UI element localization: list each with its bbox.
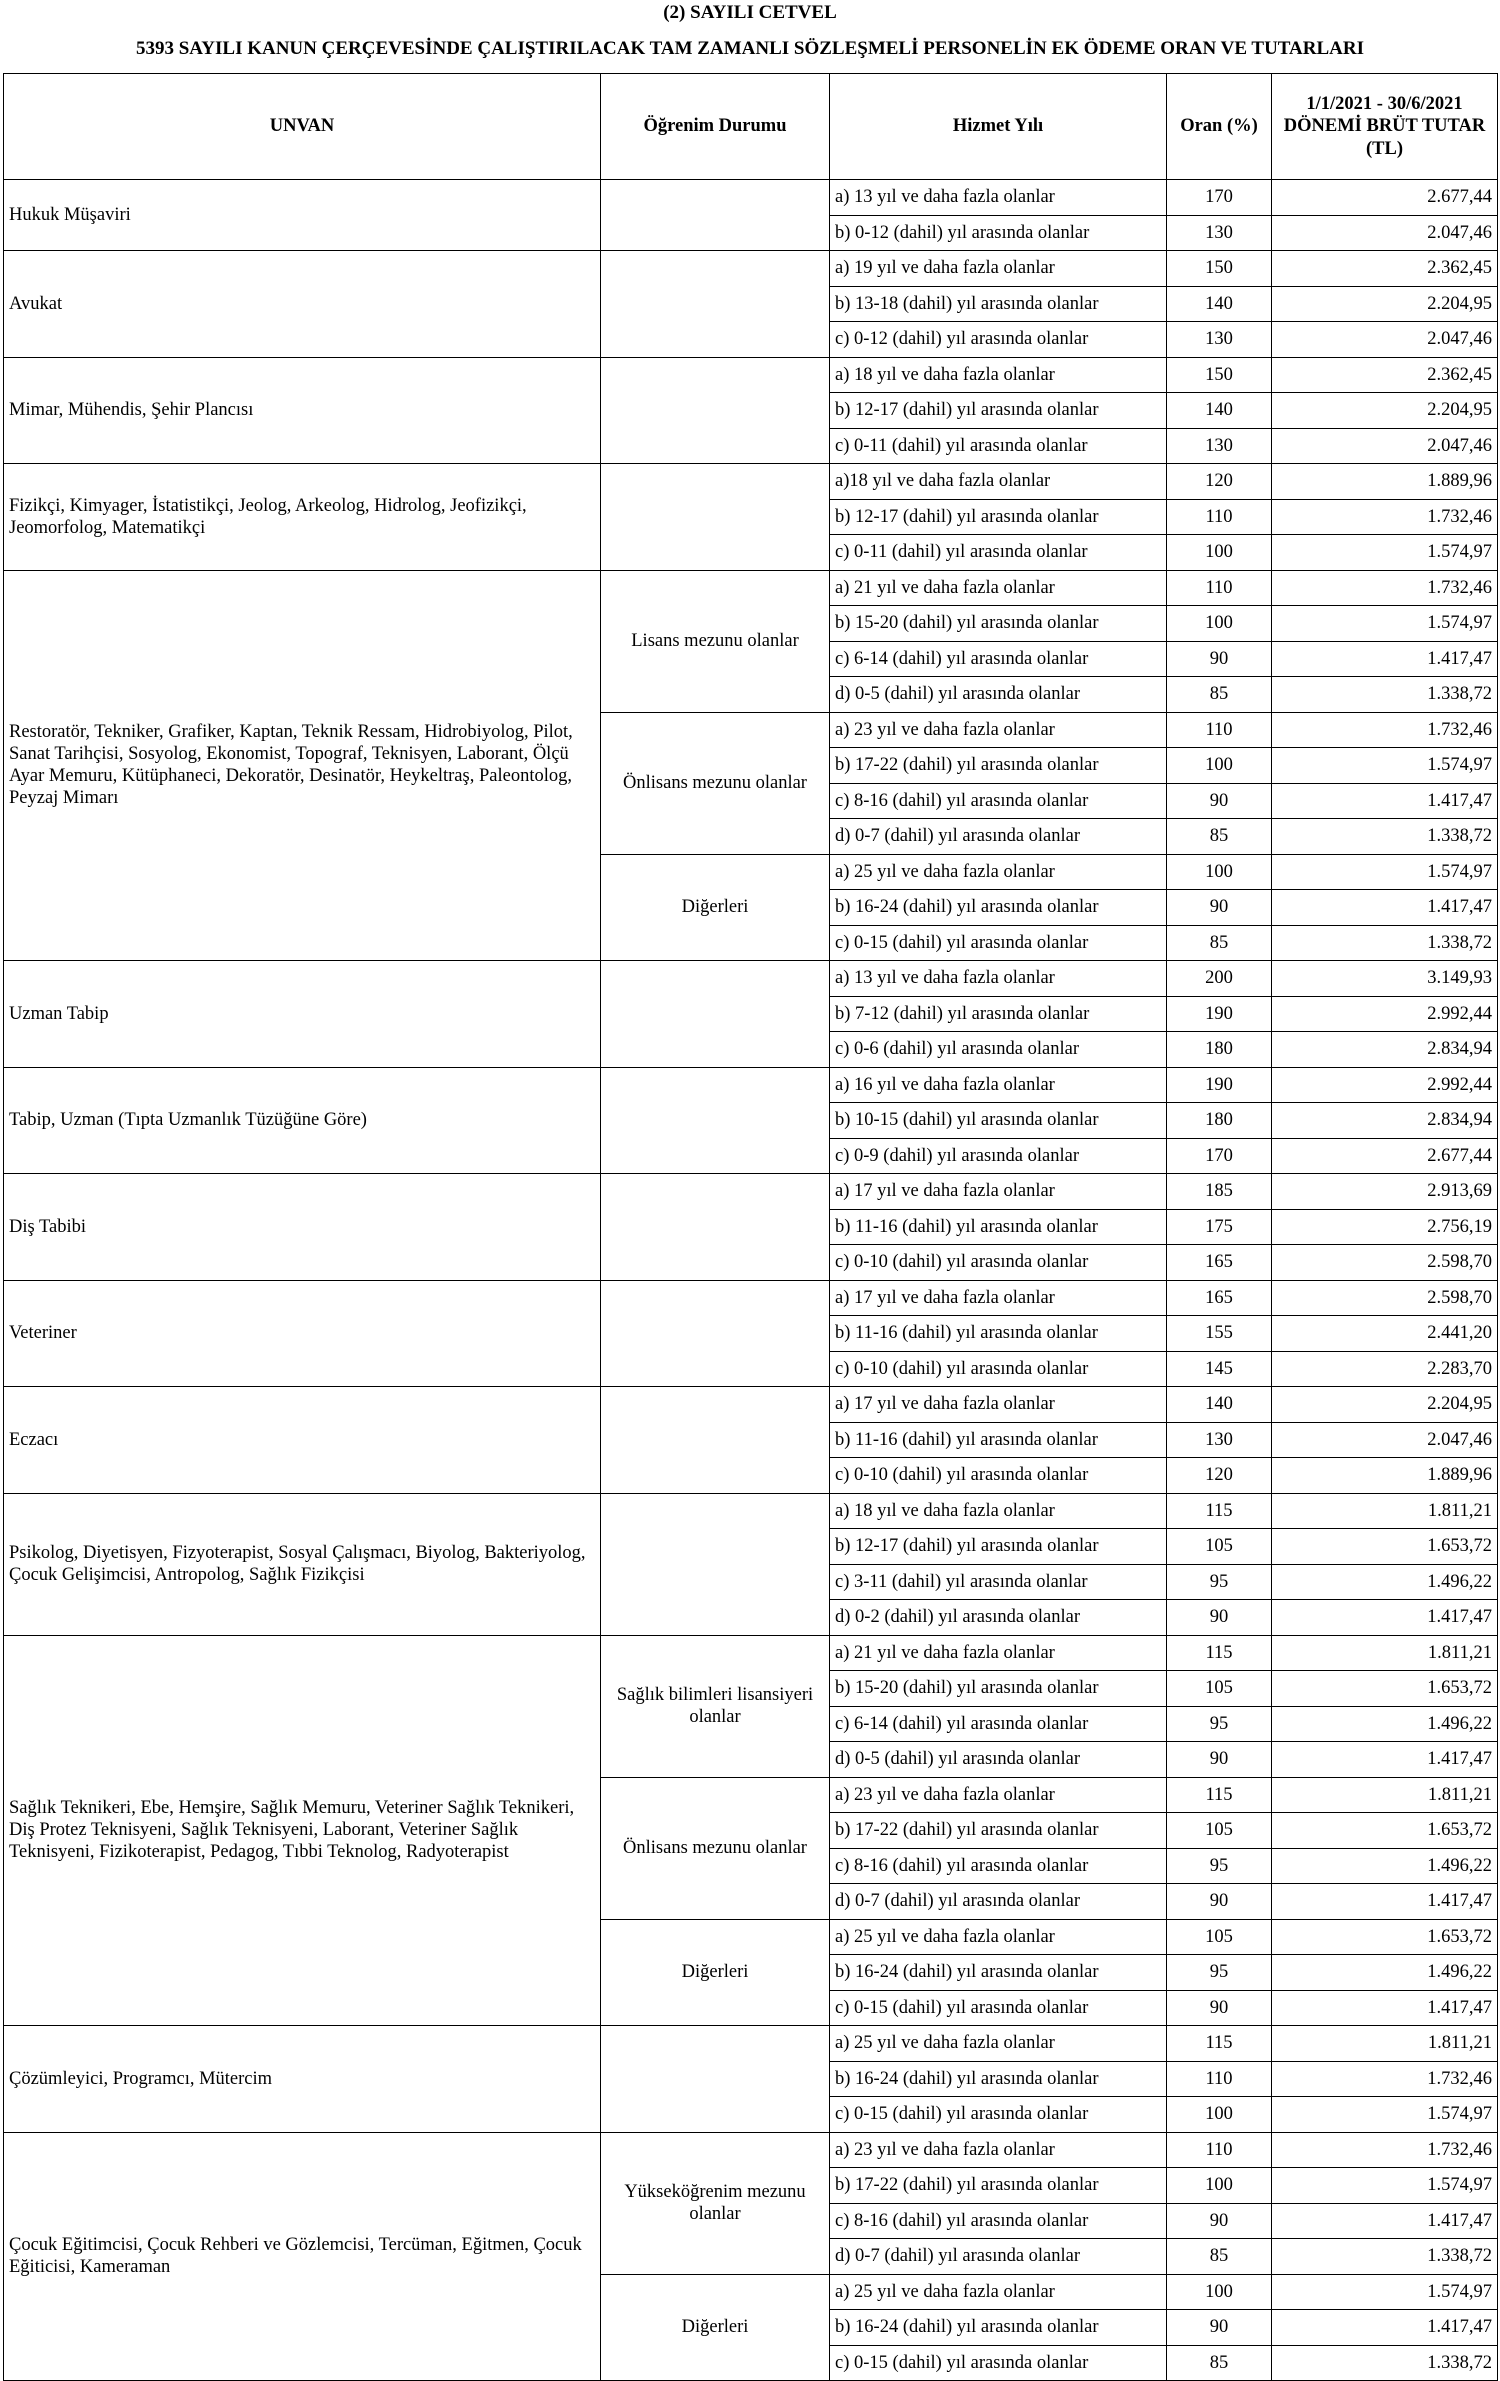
tutar-cell: 2.677,44	[1272, 1138, 1498, 1174]
oran-cell: 130	[1167, 322, 1272, 358]
oran-cell: 115	[1167, 1635, 1272, 1671]
hizmet-yili-cell: b) 10-15 (dahil) yıl arasında olanlar	[830, 1103, 1167, 1139]
ogrenim-durumu-cell: Diğerleri	[601, 854, 830, 961]
oran-cell: 100	[1167, 2274, 1272, 2310]
hizmet-yili-cell: c) 0-10 (dahil) yıl arasında olanlar	[830, 1351, 1167, 1387]
tutar-cell: 1.811,21	[1272, 2026, 1498, 2062]
hizmet-yili-cell: b) 15-20 (dahil) yıl arasında olanlar	[830, 1671, 1167, 1707]
ogrenim-durumu-cell: Lisans mezunu olanlar	[601, 570, 830, 712]
unvan-cell: Sağlık Teknikeri, Ebe, Hemşire, Sağlık Memuru, Veteriner Sağlık Teknikeri, Diş Protez Teknisyeni, Sağlık Teknisyeni, Laborant, Veteriner Sağlık Teknisyeni, Fizikoterapist, Pedagog, Tıbbi Teknolog, Radyoterapist	[4, 1635, 601, 2026]
oran-cell: 110	[1167, 2132, 1272, 2168]
tutar-cell: 1.653,72	[1272, 1813, 1498, 1849]
table-row	[4, 2132, 1498, 2168]
hizmet-yili-cell: a) 17 yıl ve daha fazla olanlar	[830, 1174, 1167, 1210]
tutar-cell: 2.992,44	[1272, 1067, 1498, 1103]
oran-cell: 100	[1167, 854, 1272, 890]
tutar-cell: 1.732,46	[1272, 570, 1498, 606]
table-row	[4, 1280, 1498, 1316]
oran-cell: 170	[1167, 1138, 1272, 1174]
tutar-cell: 2.204,95	[1272, 286, 1498, 322]
tutar-cell: 1.417,47	[1272, 2203, 1498, 2239]
tutar-cell: 1.732,46	[1272, 499, 1498, 535]
hizmet-yili-cell: d) 0-2 (dahil) yıl arasında olanlar	[830, 1600, 1167, 1636]
hizmet-yili-cell: a) 21 yıl ve daha fazla olanlar	[830, 1635, 1167, 1671]
tutar-cell: 2.047,46	[1272, 215, 1498, 251]
tutar-cell: 2.598,70	[1272, 1280, 1498, 1316]
ogrenim-durumu-cell	[601, 2026, 830, 2133]
hizmet-yili-cell: b) 15-20 (dahil) yıl arasında olanlar	[830, 606, 1167, 642]
hizmet-yili-cell: b) 16-24 (dahil) yıl arasında olanlar	[830, 890, 1167, 926]
unvan-cell: Hukuk Müşaviri	[4, 180, 601, 251]
ogrenim-durumu-cell: Diğerleri	[601, 1919, 830, 2026]
oran-cell: 115	[1167, 1493, 1272, 1529]
oran-cell: 120	[1167, 1458, 1272, 1494]
ogrenim-durumu-cell	[601, 1280, 830, 1387]
hizmet-yili-cell: c) 0-15 (dahil) yıl arasında olanlar	[830, 2097, 1167, 2133]
hizmet-yili-cell: d) 0-7 (dahil) yıl arasında olanlar	[830, 819, 1167, 855]
oran-cell: 110	[1167, 499, 1272, 535]
tutar-cell: 2.913,69	[1272, 1174, 1498, 1210]
hizmet-yili-cell: c) 0-15 (dahil) yıl arasında olanlar	[830, 2345, 1167, 2381]
oran-cell: 90	[1167, 890, 1272, 926]
tutar-cell: 1.338,72	[1272, 2239, 1498, 2275]
tutar-cell: 1.574,97	[1272, 2168, 1498, 2204]
tutar-cell: 1.496,22	[1272, 1955, 1498, 1991]
oran-cell: 90	[1167, 1600, 1272, 1636]
hizmet-yili-cell: c) 0-15 (dahil) yıl arasında olanlar	[830, 1990, 1167, 2026]
hizmet-yili-cell: a) 18 yıl ve daha fazla olanlar	[830, 357, 1167, 393]
hizmet-yili-cell: b) 17-22 (dahil) yıl arasında olanlar	[830, 1813, 1167, 1849]
hizmet-yili-cell: d) 0-7 (dahil) yıl arasında olanlar	[830, 1884, 1167, 1920]
table-row	[4, 1387, 1498, 1423]
hizmet-yili-cell: d) 0-7 (dahil) yıl arasında olanlar	[830, 2239, 1167, 2275]
oran-cell: 155	[1167, 1316, 1272, 1352]
tutar-cell: 1.417,47	[1272, 1600, 1498, 1636]
tutar-cell: 2.283,70	[1272, 1351, 1498, 1387]
tutar-cell: 2.834,94	[1272, 1103, 1498, 1139]
table-row	[4, 251, 1498, 287]
header-hizmet-yili: Hizmet Yılı	[830, 74, 1167, 180]
ogrenim-durumu-cell: Yükseköğrenim mezunu olanlar	[601, 2132, 830, 2274]
tutar-cell: 1.496,22	[1272, 1564, 1498, 1600]
unvan-cell: Eczacı	[4, 1387, 601, 1494]
tutar-cell: 1.417,47	[1272, 890, 1498, 926]
hizmet-yili-cell: b) 12-17 (dahil) yıl arasında olanlar	[830, 1529, 1167, 1565]
table-row	[4, 2026, 1498, 2062]
hizmet-yili-cell: c) 0-11 (dahil) yıl arasında olanlar	[830, 428, 1167, 464]
hizmet-yili-cell: b) 11-16 (dahil) yıl arasında olanlar	[830, 1209, 1167, 1245]
ogrenim-durumu-cell	[601, 357, 830, 464]
hizmet-yili-cell: b) 16-24 (dahil) yıl arasında olanlar	[830, 2061, 1167, 2097]
hizmet-yili-cell: b) 16-24 (dahil) yıl arasında olanlar	[830, 2310, 1167, 2346]
hizmet-yili-cell: b) 17-22 (dahil) yıl arasında olanlar	[830, 748, 1167, 784]
oran-cell: 100	[1167, 748, 1272, 784]
unvan-cell: Avukat	[4, 251, 601, 358]
document-subtitle: 5393 SAYILI KANUN ÇERÇEVESİNDE ÇALIŞTIRILACAK TAM ZAMANLI SÖZLEŞMELİ PERSONELİN EK ÖDEME ORAN VE TUTARLARI	[135, 38, 1365, 59]
tutar-cell: 1.811,21	[1272, 1635, 1498, 1671]
hizmet-yili-cell: c) 0-9 (dahil) yıl arasında olanlar	[830, 1138, 1167, 1174]
tutar-cell: 2.047,46	[1272, 1422, 1498, 1458]
oran-cell: 140	[1167, 393, 1272, 429]
tutar-cell: 1.811,21	[1272, 1777, 1498, 1813]
oran-cell: 90	[1167, 1742, 1272, 1778]
unvan-cell: Diş Tabibi	[4, 1174, 601, 1281]
unvan-cell: Fizikçi, Kimyager, İstatistikçi, Jeolog, Arkeolog, Hidrolog, Jeofizikçi, Jeomorfolog, Matematikçi	[4, 464, 601, 571]
table-row	[4, 464, 1498, 500]
oran-cell: 190	[1167, 1067, 1272, 1103]
ogrenim-durumu-cell	[601, 1387, 830, 1494]
tutar-cell: 2.441,20	[1272, 1316, 1498, 1352]
tutar-cell: 2.362,45	[1272, 357, 1498, 393]
oran-cell: 85	[1167, 677, 1272, 713]
hizmet-yili-cell: c) 8-16 (dahil) yıl arasında olanlar	[830, 783, 1167, 819]
tutar-cell: 1.417,47	[1272, 1990, 1498, 2026]
oran-cell: 90	[1167, 783, 1272, 819]
tutar-cell: 1.811,21	[1272, 1493, 1498, 1529]
ogrenim-durumu-cell	[601, 464, 830, 571]
oran-cell: 95	[1167, 1564, 1272, 1600]
oran-cell: 190	[1167, 996, 1272, 1032]
tutar-cell: 1.574,97	[1272, 854, 1498, 890]
hizmet-yili-cell: c) 6-14 (dahil) yıl arasında olanlar	[830, 1706, 1167, 1742]
tutar-cell: 1.417,47	[1272, 1884, 1498, 1920]
oran-cell: 175	[1167, 1209, 1272, 1245]
hizmet-yili-cell: c) 0-11 (dahil) yıl arasında olanlar	[830, 535, 1167, 571]
hizmet-yili-cell: a) 17 yıl ve daha fazla olanlar	[830, 1280, 1167, 1316]
hizmet-yili-cell: a) 25 yıl ve daha fazla olanlar	[830, 854, 1167, 890]
tutar-cell: 2.677,44	[1272, 180, 1498, 216]
header-brut-tutar: 1/1/2021 - 30/6/2021 DÖNEMİ BRÜT TUTAR (TL)	[1272, 74, 1498, 180]
oran-cell: 90	[1167, 2203, 1272, 2239]
unvan-cell: Çözümleyici, Programcı, Mütercim	[4, 2026, 601, 2133]
ogrenim-durumu-cell: Önlisans mezunu olanlar	[601, 712, 830, 854]
tutar-cell: 2.362,45	[1272, 251, 1498, 287]
hizmet-yili-cell: a) 25 yıl ve daha fazla olanlar	[830, 2026, 1167, 2062]
unvan-cell: Uzman Tabip	[4, 961, 601, 1068]
hizmet-yili-cell: a) 21 yıl ve daha fazla olanlar	[830, 570, 1167, 606]
header-ogrenim-durumu: Öğrenim Durumu	[601, 74, 830, 180]
oran-cell: 85	[1167, 2239, 1272, 2275]
tutar-cell: 2.834,94	[1272, 1032, 1498, 1068]
tutar-cell: 1.574,97	[1272, 748, 1498, 784]
hizmet-yili-cell: b) 12-17 (dahil) yıl arasında olanlar	[830, 393, 1167, 429]
oran-cell: 90	[1167, 1884, 1272, 1920]
hizmet-yili-cell: c) 8-16 (dahil) yıl arasında olanlar	[830, 1848, 1167, 1884]
oran-cell: 90	[1167, 641, 1272, 677]
oran-cell: 180	[1167, 1032, 1272, 1068]
table-header-row	[4, 74, 1498, 180]
oran-cell: 170	[1167, 180, 1272, 216]
tutar-cell: 1.732,46	[1272, 2061, 1498, 2097]
oran-cell: 105	[1167, 1671, 1272, 1707]
unvan-cell: Çocuk Eğitimcisi, Çocuk Rehberi ve Gözlemcisi, Tercüman, Eğitmen, Çocuk Eğiticisi, Kameraman	[4, 2132, 601, 2381]
oran-cell: 100	[1167, 535, 1272, 571]
oran-cell: 180	[1167, 1103, 1272, 1139]
table-body	[4, 180, 1498, 2381]
hizmet-yili-cell: c) 3-11 (dahil) yıl arasında olanlar	[830, 1564, 1167, 1600]
tutar-cell: 2.756,19	[1272, 1209, 1498, 1245]
ogrenim-durumu-cell	[601, 961, 830, 1068]
tutar-cell: 1.653,72	[1272, 1529, 1498, 1565]
hizmet-yili-cell: b) 0-12 (dahil) yıl arasında olanlar	[830, 215, 1167, 251]
hizmet-yili-cell: a) 23 yıl ve daha fazla olanlar	[830, 2132, 1167, 2168]
tutar-cell: 1.574,97	[1272, 606, 1498, 642]
tutar-cell: 1.889,96	[1272, 464, 1498, 500]
hizmet-yili-cell: a) 17 yıl ve daha fazla olanlar	[830, 1387, 1167, 1423]
table-row	[4, 961, 1498, 997]
hizmet-yili-cell: c) 6-14 (dahil) yıl arasında olanlar	[830, 641, 1167, 677]
tutar-cell: 1.417,47	[1272, 641, 1498, 677]
oran-cell: 105	[1167, 1919, 1272, 1955]
hizmet-yili-cell: b) 11-16 (dahil) yıl arasında olanlar	[830, 1422, 1167, 1458]
tutar-cell: 1.417,47	[1272, 1742, 1498, 1778]
unvan-cell: Mimar, Mühendis, Şehir Plancısı	[4, 357, 601, 464]
tutar-cell: 2.204,95	[1272, 1387, 1498, 1423]
hizmet-yili-cell: c) 0-10 (dahil) yıl arasında olanlar	[830, 1245, 1167, 1281]
oran-cell: 150	[1167, 357, 1272, 393]
oran-cell: 120	[1167, 464, 1272, 500]
oran-cell: 110	[1167, 570, 1272, 606]
hizmet-yili-cell: c) 0-12 (dahil) yıl arasında olanlar	[830, 322, 1167, 358]
tutar-cell: 1.338,72	[1272, 2345, 1498, 2381]
hizmet-yili-cell: a) 23 yıl ve daha fazla olanlar	[830, 1777, 1167, 1813]
oran-cell: 165	[1167, 1280, 1272, 1316]
header-oran: Oran (%)	[1167, 74, 1272, 180]
hizmet-yili-cell: c) 0-10 (dahil) yıl arasında olanlar	[830, 1458, 1167, 1494]
hizmet-yili-cell: a) 25 yıl ve daha fazla olanlar	[830, 2274, 1167, 2310]
ogrenim-durumu-cell	[601, 1067, 830, 1174]
ogrenim-durumu-cell	[601, 1493, 830, 1635]
hizmet-yili-cell: b) 7-12 (dahil) yıl arasında olanlar	[830, 996, 1167, 1032]
tutar-cell: 1.889,96	[1272, 1458, 1498, 1494]
oran-cell: 130	[1167, 215, 1272, 251]
hizmet-yili-cell: a) 25 yıl ve daha fazla olanlar	[830, 1919, 1167, 1955]
table-row	[4, 1635, 1498, 1671]
table-row	[4, 570, 1498, 606]
tutar-cell: 1.338,72	[1272, 677, 1498, 713]
oran-cell: 105	[1167, 1529, 1272, 1565]
oran-cell: 165	[1167, 1245, 1272, 1281]
ogrenim-durumu-cell: Sağlık bilimleri lisansiyeri olanlar	[601, 1635, 830, 1777]
oran-cell: 110	[1167, 712, 1272, 748]
oran-cell: 145	[1167, 1351, 1272, 1387]
tutar-cell: 1.574,97	[1272, 2274, 1498, 2310]
oran-cell: 100	[1167, 2168, 1272, 2204]
hizmet-yili-cell: d) 0-5 (dahil) yıl arasında olanlar	[830, 1742, 1167, 1778]
hizmet-yili-cell: c) 0-15 (dahil) yıl arasında olanlar	[830, 925, 1167, 961]
oran-cell: 130	[1167, 428, 1272, 464]
tutar-cell: 2.992,44	[1272, 996, 1498, 1032]
tutar-cell: 1.417,47	[1272, 783, 1498, 819]
tutar-cell: 1.338,72	[1272, 925, 1498, 961]
tutar-cell: 2.598,70	[1272, 1245, 1498, 1281]
tutar-cell: 1.496,22	[1272, 1848, 1498, 1884]
hizmet-yili-cell: a) 19 yıl ve daha fazla olanlar	[830, 251, 1167, 287]
document-title: (2) SAYILI CETVEL	[663, 2, 837, 23]
table-row	[4, 1067, 1498, 1103]
tutar-cell: 1.653,72	[1272, 1671, 1498, 1707]
oran-cell: 200	[1167, 961, 1272, 997]
hizmet-yili-cell: b) 11-16 (dahil) yıl arasında olanlar	[830, 1316, 1167, 1352]
tutar-cell: 1.338,72	[1272, 819, 1498, 855]
hizmet-yili-cell: c) 8-16 (dahil) yıl arasında olanlar	[830, 2203, 1167, 2239]
hizmet-yili-cell: d) 0-5 (dahil) yıl arasında olanlar	[830, 677, 1167, 713]
tutar-cell: 1.496,22	[1272, 1706, 1498, 1742]
header-unvan: UNVAN	[4, 74, 601, 180]
hizmet-yili-cell: a) 13 yıl ve daha fazla olanlar	[830, 180, 1167, 216]
unvan-cell: Veteriner	[4, 1280, 601, 1387]
tutar-cell: 3.149,93	[1272, 961, 1498, 997]
hizmet-yili-cell: c) 0-6 (dahil) yıl arasında olanlar	[830, 1032, 1167, 1068]
oran-cell: 95	[1167, 1848, 1272, 1884]
table-row	[4, 1493, 1498, 1529]
ogrenim-durumu-cell	[601, 1174, 830, 1281]
tutar-cell: 1.574,97	[1272, 2097, 1498, 2133]
oran-cell: 140	[1167, 286, 1272, 322]
oran-cell: 115	[1167, 2026, 1272, 2062]
ogrenim-durumu-cell	[601, 251, 830, 358]
hizmet-yili-cell: a)18 yıl ve daha fazla olanlar	[830, 464, 1167, 500]
oran-cell: 150	[1167, 251, 1272, 287]
ek-odeme-table	[3, 73, 1498, 2381]
tutar-cell: 2.047,46	[1272, 428, 1498, 464]
unvan-cell: Psikolog, Diyetisyen, Fizyoterapist, Sosyal Çalışmacı, Biyolog, Bakteriyolog, Çocuk Gelişimcisi, Antropolog, Sağlık Fizikçisi	[4, 1493, 601, 1635]
hizmet-yili-cell: b) 12-17 (dahil) yıl arasında olanlar	[830, 499, 1167, 535]
table-row	[4, 180, 1498, 216]
oran-cell: 110	[1167, 2061, 1272, 2097]
oran-cell: 105	[1167, 1813, 1272, 1849]
ogrenim-durumu-cell: Diğerleri	[601, 2274, 830, 2381]
oran-cell: 95	[1167, 1955, 1272, 1991]
ogrenim-durumu-cell: Önlisans mezunu olanlar	[601, 1777, 830, 1919]
table-row	[4, 357, 1498, 393]
tutar-cell: 1.574,97	[1272, 535, 1498, 571]
oran-cell: 85	[1167, 2345, 1272, 2381]
tutar-cell: 2.047,46	[1272, 322, 1498, 358]
tutar-cell: 1.732,46	[1272, 712, 1498, 748]
oran-cell: 185	[1167, 1174, 1272, 1210]
oran-cell: 90	[1167, 1990, 1272, 2026]
table-row	[4, 1174, 1498, 1210]
hizmet-yili-cell: b) 16-24 (dahil) yıl arasında olanlar	[830, 1955, 1167, 1991]
oran-cell: 140	[1167, 1387, 1272, 1423]
tutar-cell: 1.732,46	[1272, 2132, 1498, 2168]
tutar-cell: 1.417,47	[1272, 2310, 1498, 2346]
oran-cell: 95	[1167, 1706, 1272, 1742]
hizmet-yili-cell: a) 16 yıl ve daha fazla olanlar	[830, 1067, 1167, 1103]
oran-cell: 85	[1167, 925, 1272, 961]
oran-cell: 85	[1167, 819, 1272, 855]
unvan-cell: Restoratör, Tekniker, Grafiker, Kaptan, Teknik Ressam, Hidrobiyolog, Pilot, Sanat Tarihçisi, Sosyolog, Ekonomist, Topograf, Teknisyen, Laborant, Ölçü Ayar Memuru, Kütüphaneci, Dekoratör, Desinatör, Heykeltraş, Paleontolog, Peyzaj Mimarı	[4, 570, 601, 961]
hizmet-yili-cell: b) 17-22 (dahil) yıl arasında olanlar	[830, 2168, 1167, 2204]
ogrenim-durumu-cell	[601, 180, 830, 251]
oran-cell: 100	[1167, 606, 1272, 642]
oran-cell: 100	[1167, 2097, 1272, 2133]
hizmet-yili-cell: b) 13-18 (dahil) yıl arasında olanlar	[830, 286, 1167, 322]
hizmet-yili-cell: a) 13 yıl ve daha fazla olanlar	[830, 961, 1167, 997]
unvan-cell: Tabip, Uzman (Tıpta Uzmanlık Tüzüğüne Göre)	[4, 1067, 601, 1174]
oran-cell: 130	[1167, 1422, 1272, 1458]
tutar-cell: 1.653,72	[1272, 1919, 1498, 1955]
hizmet-yili-cell: a) 23 yıl ve daha fazla olanlar	[830, 712, 1167, 748]
hizmet-yili-cell: a) 18 yıl ve daha fazla olanlar	[830, 1493, 1167, 1529]
tutar-cell: 2.204,95	[1272, 393, 1498, 429]
oran-cell: 115	[1167, 1777, 1272, 1813]
oran-cell: 90	[1167, 2310, 1272, 2346]
